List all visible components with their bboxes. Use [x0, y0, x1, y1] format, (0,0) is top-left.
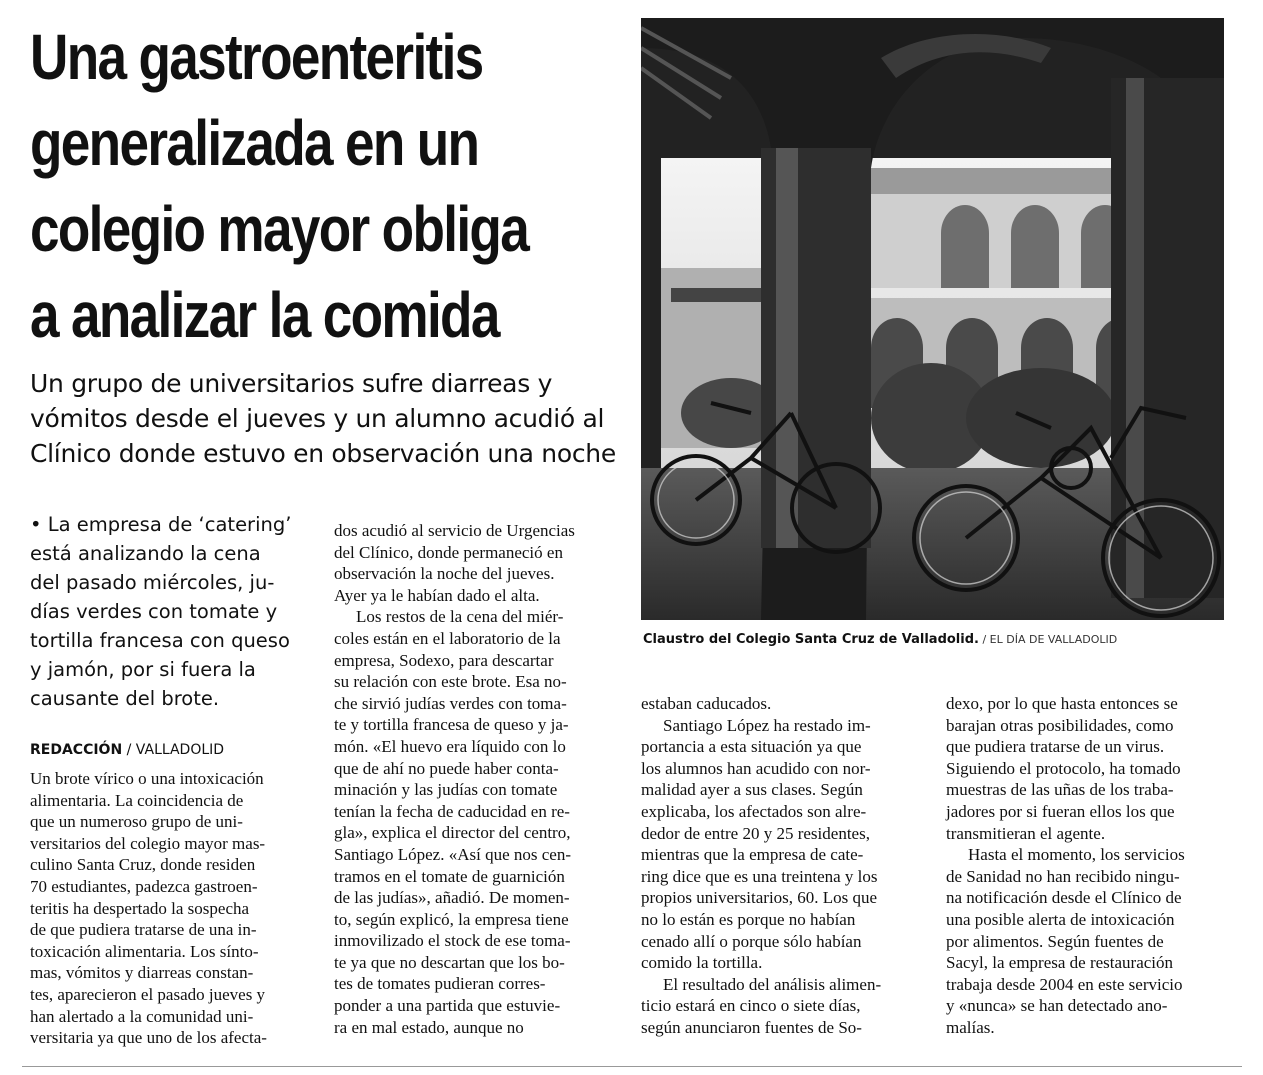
body-line: propios universitarios, 60. Los que — [641, 888, 878, 908]
body-line: Los restos de la cena del miér- — [356, 607, 564, 627]
body-line: versitaria ya que uno de los afecta- — [30, 1028, 267, 1048]
body-line: che sirvió judías verdes con toma- — [334, 693, 567, 713]
cloister-photo — [641, 18, 1224, 620]
body-line: te ya que no descartan que los bo- — [334, 952, 565, 972]
body-line: tenían la fecha de caducidad en re- — [334, 801, 570, 821]
body-line: culino Santa Cruz, donde residen — [30, 855, 256, 875]
body-line: no lo están es porque no habían — [641, 909, 856, 929]
body-line: ring dice que es una treintena y los — [641, 866, 878, 886]
highlight-line: causante del brote. — [30, 687, 220, 710]
body-line: que un numeroso grupo de uni- — [30, 812, 243, 832]
body-line: coles están en el laboratorio de la — [334, 628, 561, 648]
body-line: portancia a esta situación ya que — [641, 737, 862, 757]
photo-credit: / EL DÍA DE VALLADOLID — [978, 633, 1118, 646]
body-line: que de ahí no puede haber conta- — [334, 758, 559, 778]
body-line: mas, vómitos y diarreas constan- — [30, 963, 254, 983]
body-line: mientras que la empresa de cate- — [641, 845, 864, 865]
body-line: por alimentos. Según fuentes de — [946, 931, 1164, 951]
body-line: del Clínico, donde permaneció en — [334, 542, 563, 562]
body-line: Santiago López. «Así que nos cen- — [334, 844, 571, 864]
body-line: observación la noche del jueves. — [334, 564, 555, 584]
body-line: barajan otras posibilidades, como — [946, 715, 1174, 735]
body-line: transmitieran el agente. — [946, 823, 1106, 843]
body-line: tes, aparecieron el pasado jueves y — [30, 984, 266, 1004]
highlight-box — [30, 510, 330, 713]
subheadline-line: Clínico donde estuvo en observación una noche — [30, 439, 616, 468]
body-line: Ayer ya le habían dado el alta. — [334, 585, 540, 605]
body-line: teritis ha despertado la sospecha — [30, 898, 250, 918]
headline-line: Una gastroenteritis — [30, 21, 483, 93]
body-line: alimentaria. La coincidencia de — [30, 790, 244, 810]
body-line: tramos en el tomate de guarnición — [334, 866, 565, 886]
byline — [30, 742, 224, 758]
body-line: muestras de las uñas de los traba- — [946, 780, 1174, 800]
body-line: han alertado a la comunidad uni- — [30, 1006, 254, 1026]
body-line: comido la tortilla. — [641, 953, 763, 973]
body-line: dedor de entre 20 y 25 residentes, — [641, 823, 870, 843]
body-column-1 — [30, 768, 310, 1049]
subheadline — [30, 366, 630, 471]
body-line: toxicación alimentaria. Los sínto- — [30, 941, 259, 961]
headline-line: generalizada en un — [30, 107, 479, 179]
highlight-line: y jamón, por si fuera la — [30, 658, 256, 681]
body-line: jadores por si fueran ellos los que — [946, 801, 1175, 821]
byline-author: REDACCIÓN — [30, 742, 123, 758]
body-line: gla», explica el director del centro, — [334, 823, 571, 843]
body-line: de Sanidad no han recibido ningu- — [946, 866, 1180, 886]
body-line: dexo, por lo que hasta entonces se — [946, 694, 1178, 713]
body-line: empresa, Sodexo, para descartar — [334, 650, 554, 670]
body-line: te y tortilla francesa de queso y ja- — [334, 715, 569, 735]
highlight-line: está analizando la cena — [30, 542, 261, 565]
body-line: inmovilizado el stock de ese toma- — [334, 931, 571, 951]
body-column-4 — [946, 693, 1226, 1039]
body-line: Siguiendo el protocolo, ha tomado — [946, 758, 1181, 778]
body-line: de que pudiera tratarse de una in- — [30, 920, 257, 940]
body-line: los alumnos han acudido con nor- — [641, 758, 871, 778]
body-line: món. «El huevo era líquido con lo — [334, 736, 566, 756]
highlight-line: • La empresa de ‘catering’ — [30, 513, 292, 536]
headline-line: a analizar la comida — [30, 279, 499, 351]
body-line: trabaja desde 2004 en este servicio — [946, 974, 1183, 994]
body-line: El resultado del análisis alimen- — [663, 974, 882, 994]
body-line: malías. — [946, 1017, 995, 1037]
body-line: na notificación desde el Clínico de — [946, 888, 1182, 908]
body-line: de las judías», añadió. De momen- — [334, 888, 570, 908]
body-line: explicaba, los afectados son alre- — [641, 801, 867, 821]
body-line: dos acudió al servicio de Urgencias — [334, 521, 575, 540]
bottom-rule — [22, 1066, 1242, 1067]
highlight-line: tortilla francesa con queso — [30, 629, 290, 652]
headline-line: colegio mayor obliga — [30, 193, 529, 265]
body-line: su relación con este brote. Esa no- — [334, 672, 567, 692]
body-line: minación y las judías con tomate — [334, 780, 558, 800]
body-line: Hasta el momento, los servicios — [968, 845, 1185, 865]
headline — [30, 14, 528, 358]
body-line: una posible alerta de intoxicación — [946, 909, 1175, 929]
body-line: ponder a una partida que estuvie- — [334, 996, 561, 1016]
highlight-line: del pasado miércoles, ju- — [30, 571, 275, 594]
body-line: Santiago López ha restado im- — [663, 715, 871, 735]
body-line: malidad ayer a sus clases. Según — [641, 780, 863, 800]
body-line: y «nunca» se han detectado ano- — [946, 996, 1168, 1016]
highlight-line: días verdes con tomate y — [30, 600, 278, 623]
photo-caption — [643, 632, 1117, 647]
body-line: estaban caducados. — [641, 694, 772, 713]
body-column-3 — [641, 693, 921, 1039]
body-line: to, según explicó, la empresa tiene — [334, 909, 569, 929]
body-line: versitarios del colegio mayor mas- — [30, 833, 266, 853]
body-line: Sacyl, la empresa de restauración — [946, 953, 1174, 973]
body-line: que pudiera tratarse de un virus. — [946, 737, 1165, 757]
photo-caption-text: Claustro del Colegio Santa Cruz de Valladolid. — [643, 632, 979, 647]
body-column-2 — [334, 520, 614, 1038]
body-line: ticio estará en cinco o siete días, — [641, 996, 861, 1016]
byline-place: / VALLADOLID — [122, 742, 225, 758]
subheadline-line: vómitos desde el jueves y un alumno acudió al — [30, 404, 605, 433]
subheadline-line: Un grupo de universitarios sufre diarreas y — [30, 369, 553, 398]
body-line: tes de tomates pudieran corres- — [334, 974, 546, 994]
body-line: 70 estudiantes, padezca gastroen- — [30, 876, 258, 896]
body-line: según anunciaron fuentes de So- — [641, 1017, 862, 1037]
body-line: ra en mal estado, aunque no — [334, 1017, 524, 1037]
body-line: Un brote vírico o una intoxicación — [30, 769, 264, 788]
body-line: cenado allí o porque sólo habían — [641, 931, 862, 951]
